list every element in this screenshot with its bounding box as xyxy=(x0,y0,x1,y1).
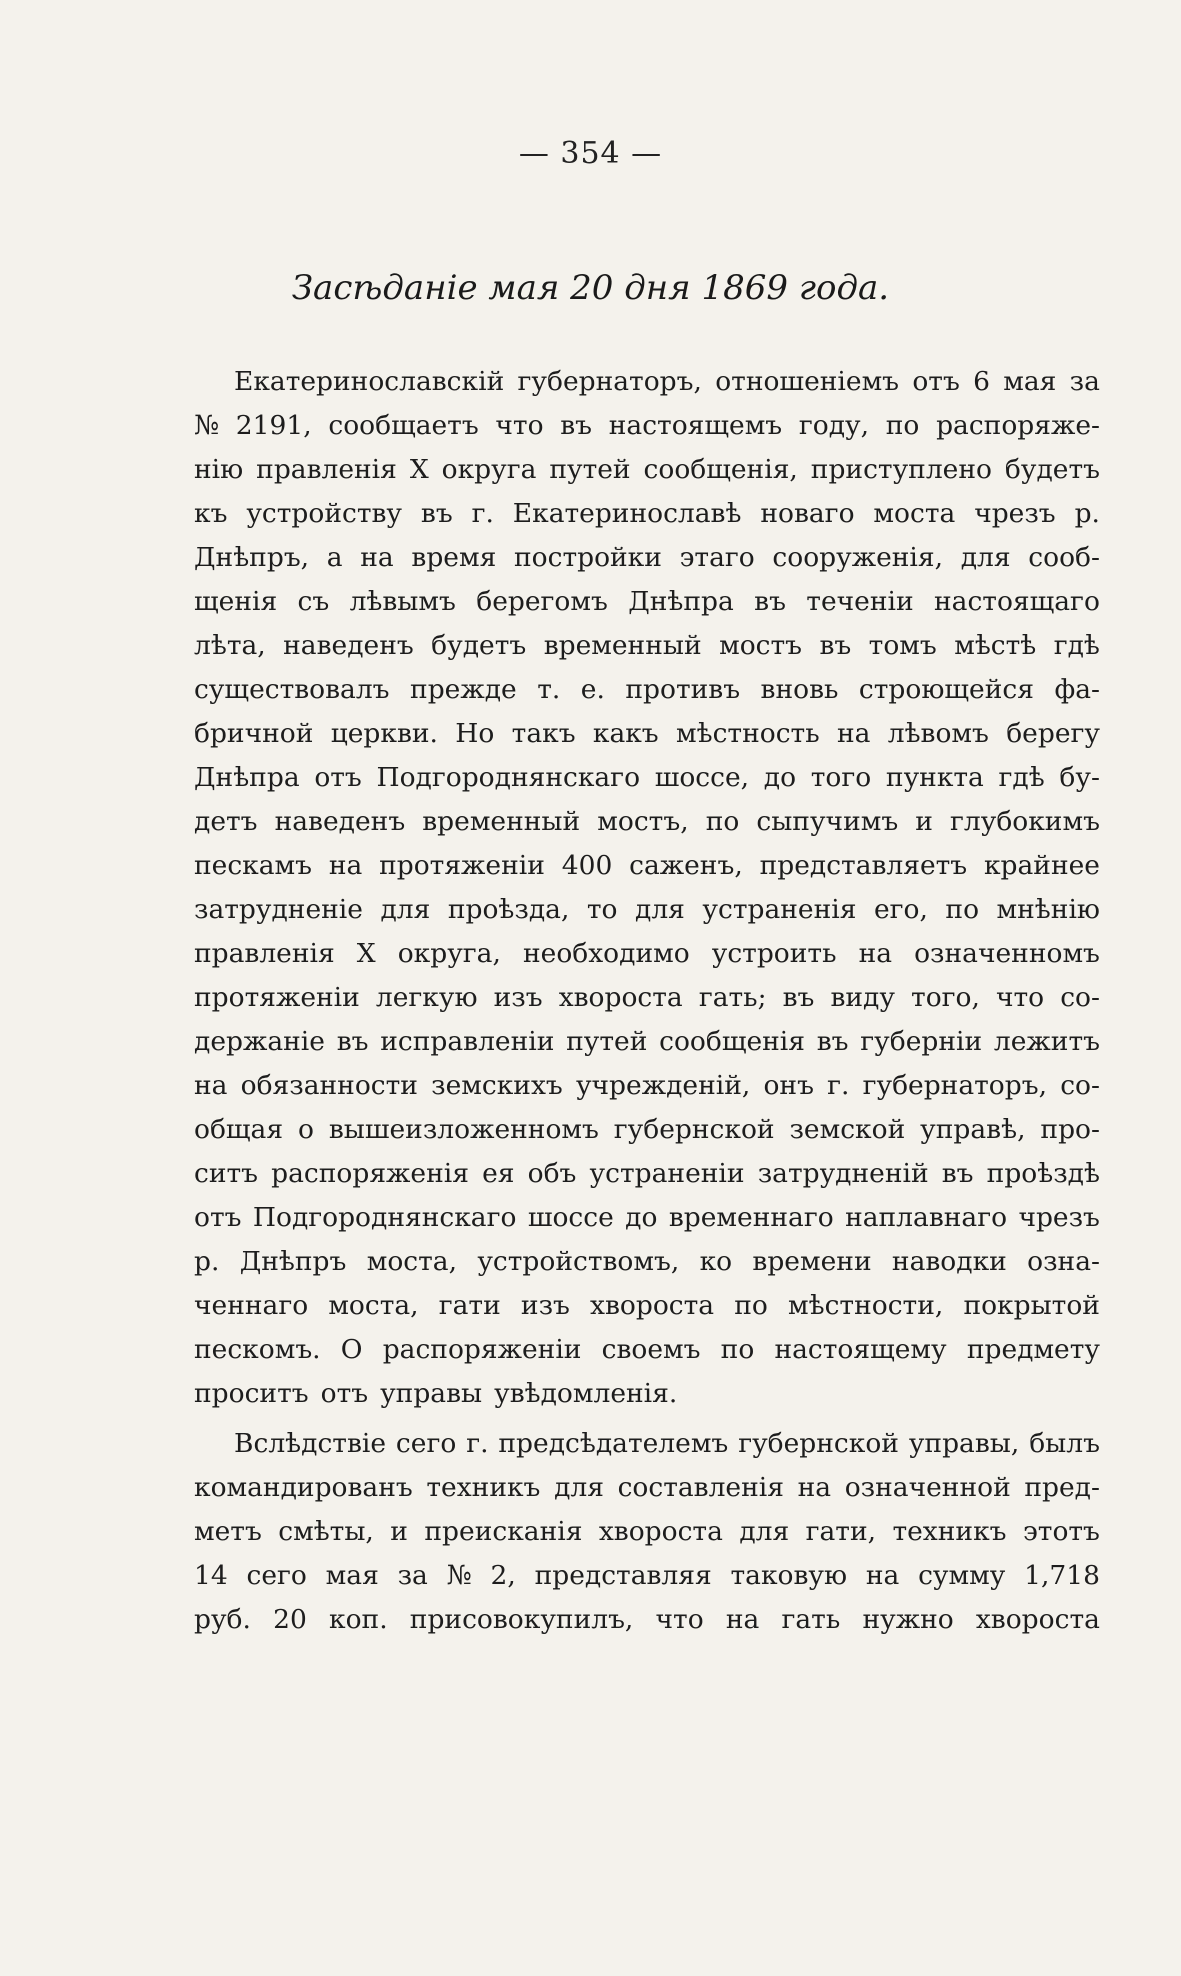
word: проѣздѣ xyxy=(986,1158,1100,1189)
text-line xyxy=(194,404,1100,448)
word: для xyxy=(739,1516,790,1547)
word: наплавнаго xyxy=(845,1202,1008,1233)
word: бу- xyxy=(1059,762,1100,793)
word: на xyxy=(797,1472,832,1503)
word: мѣстность xyxy=(675,718,820,749)
word: виду xyxy=(830,982,895,1013)
text-line xyxy=(194,932,1100,976)
word: хвороста xyxy=(975,1604,1100,1635)
word: къ xyxy=(194,498,228,529)
word: что xyxy=(996,982,1045,1013)
word: до xyxy=(763,762,797,793)
word: округа xyxy=(441,454,537,485)
word: управѣ, xyxy=(920,1114,1026,1145)
word: съ xyxy=(297,586,330,617)
word: учрежденій, xyxy=(575,1070,751,1101)
text-line xyxy=(194,1328,1100,1372)
text-line xyxy=(194,1554,1100,1598)
text-line xyxy=(194,492,1100,536)
word: до xyxy=(625,1202,658,1233)
word: хвороста xyxy=(558,982,683,1013)
word: е. xyxy=(580,674,605,705)
text-line xyxy=(194,844,1100,888)
word: представляетъ xyxy=(759,850,968,881)
word: мѣстности, xyxy=(787,1290,944,1321)
word: проситъ xyxy=(194,1378,309,1409)
word: лежитъ xyxy=(993,1026,1100,1057)
text-line xyxy=(194,1020,1100,1064)
word: мостъ xyxy=(719,630,803,661)
word: легкую xyxy=(375,982,478,1013)
word: противъ xyxy=(625,674,741,705)
word: строющейся xyxy=(858,674,1034,705)
word: Екатеринославскій xyxy=(234,366,505,397)
word: въ xyxy=(560,410,593,441)
word: постройки xyxy=(513,542,662,573)
word: проѣзда, xyxy=(447,894,570,925)
word: этаго xyxy=(679,542,755,573)
word: распоряже- xyxy=(936,410,1100,441)
word: и xyxy=(915,806,933,837)
word: составленія xyxy=(617,1472,784,1503)
word: техникъ xyxy=(892,1516,1007,1547)
word: преисканія xyxy=(424,1516,583,1547)
word: за xyxy=(397,1560,428,1591)
word: мѣстѣ xyxy=(954,630,1037,661)
word: и xyxy=(390,1516,408,1547)
word: фа- xyxy=(1054,674,1100,705)
word: своемъ xyxy=(601,1334,701,1365)
word: онъ xyxy=(763,1070,814,1101)
word: пункта xyxy=(885,762,984,793)
word: 1,718 xyxy=(1024,1560,1100,1591)
word: щенія xyxy=(194,586,278,617)
word: Екатеринославѣ xyxy=(512,498,742,529)
word: былъ xyxy=(1029,1428,1100,1459)
word: на xyxy=(194,1070,228,1101)
word: руб. xyxy=(194,1604,251,1635)
word: крайнее xyxy=(983,850,1100,881)
word: О xyxy=(340,1334,363,1365)
word: озна- xyxy=(1027,1246,1100,1277)
word: чрезъ xyxy=(974,498,1056,529)
word: ея xyxy=(482,1158,515,1189)
word: ко xyxy=(699,1246,733,1277)
section-heading: Засѣданіе мая 20 дня 1869 года. xyxy=(291,268,890,308)
word: сумму xyxy=(918,1560,1006,1591)
word: представляя xyxy=(534,1560,712,1591)
word: что xyxy=(495,410,544,441)
word: земской xyxy=(789,1114,906,1145)
text-line xyxy=(194,1196,1100,1240)
text-line xyxy=(194,800,1100,844)
word: церкви. xyxy=(330,718,438,749)
word: то xyxy=(586,894,618,925)
word: лѣвымъ xyxy=(349,586,456,617)
word: правленія xyxy=(256,454,397,485)
word: мнѣнію xyxy=(996,894,1100,925)
word: устроить xyxy=(711,938,837,969)
word: берегомъ xyxy=(476,586,608,617)
word: этотъ xyxy=(1022,1516,1100,1547)
word: въ xyxy=(941,1158,974,1189)
word: отъ xyxy=(912,366,960,397)
word: гдѣ xyxy=(998,762,1045,793)
word: хвороста xyxy=(590,1290,715,1321)
word: глубокимъ xyxy=(950,806,1100,837)
word: исправленіи xyxy=(380,1026,555,1057)
word: протяженіи xyxy=(379,850,545,881)
word: о xyxy=(297,1114,314,1145)
word: чрезъ xyxy=(1018,1202,1100,1233)
text-line xyxy=(194,712,1100,756)
word: детъ xyxy=(194,806,258,837)
word: что xyxy=(655,1604,704,1635)
word: изъ xyxy=(493,982,543,1013)
word: на xyxy=(865,1560,900,1591)
text-line xyxy=(194,756,1100,800)
word: гати xyxy=(438,1290,501,1321)
word: въ xyxy=(819,630,852,661)
word: управы xyxy=(380,1378,483,1409)
word: прежде xyxy=(410,674,517,705)
word: означенной xyxy=(844,1472,1011,1503)
text-line xyxy=(194,1284,1100,1328)
word: коп. xyxy=(329,1604,388,1635)
word: за xyxy=(1069,366,1100,397)
word: сооруженія, xyxy=(772,542,944,573)
word: сообщенія, xyxy=(643,454,798,485)
word: обязанности xyxy=(240,1070,418,1101)
text-line xyxy=(194,1466,1100,1510)
word: Но xyxy=(455,718,495,749)
text-line xyxy=(194,1422,1100,1466)
word: Подгороднянскаго xyxy=(376,762,641,793)
word: того xyxy=(810,762,872,793)
word: увѣдомленія. xyxy=(494,1378,678,1409)
word: мая xyxy=(325,1560,379,1591)
word: временный xyxy=(422,806,581,837)
word: держаніе xyxy=(194,1026,325,1057)
word: по xyxy=(945,894,980,925)
word: на xyxy=(360,542,394,573)
word: земскихъ xyxy=(431,1070,563,1101)
word: сего xyxy=(246,1560,307,1591)
text-line xyxy=(194,1372,1100,1416)
text-line xyxy=(194,1240,1100,1284)
word: времени xyxy=(752,1246,872,1277)
word: сего xyxy=(395,1428,457,1459)
word: протяженіи xyxy=(194,982,360,1013)
word: а xyxy=(326,542,343,573)
word: настоящему xyxy=(774,1334,947,1365)
word: гдѣ xyxy=(1053,630,1100,661)
word: нужно xyxy=(862,1604,954,1635)
word: командированъ xyxy=(194,1472,413,1503)
text-line xyxy=(194,1108,1100,1152)
word: существовалъ xyxy=(194,674,390,705)
word: губернаторъ, xyxy=(862,1070,1048,1101)
word: настоящаго xyxy=(933,586,1100,617)
text-line xyxy=(194,624,1100,668)
word: хвороста xyxy=(598,1516,723,1547)
word: теченіи xyxy=(806,586,914,617)
word: на xyxy=(836,718,871,749)
word: наводки xyxy=(891,1246,1007,1277)
word: временный xyxy=(543,630,702,661)
word: № xyxy=(446,1560,472,1591)
word: устройствомъ, xyxy=(477,1246,680,1277)
word: X xyxy=(409,454,429,485)
word: сыпучимъ xyxy=(756,806,899,837)
word: гати, xyxy=(805,1516,877,1547)
word: въ xyxy=(420,498,453,529)
word: р. xyxy=(194,1246,220,1277)
word: 6 xyxy=(973,366,990,397)
word: время xyxy=(411,542,497,573)
word: его, xyxy=(873,894,928,925)
word: для xyxy=(380,894,431,925)
word: г. xyxy=(471,498,494,529)
word: настоящемъ xyxy=(608,410,783,441)
word: г. xyxy=(827,1070,850,1101)
word: для xyxy=(960,542,1011,573)
word: шоссе, xyxy=(654,762,750,793)
word: губернской xyxy=(738,1428,899,1459)
word: затрудненіе xyxy=(194,894,363,925)
word: мая xyxy=(1003,366,1057,397)
word: означенномъ xyxy=(914,938,1100,969)
word: вновь xyxy=(760,674,839,705)
word: необходимо xyxy=(522,938,690,969)
text-line xyxy=(194,888,1100,932)
text-line xyxy=(194,448,1100,492)
word: новаго xyxy=(760,498,855,529)
word: Днѣпръ xyxy=(239,1246,347,1277)
word: губернской xyxy=(613,1114,775,1145)
word: 2, xyxy=(490,1560,516,1591)
word: техникъ xyxy=(426,1472,541,1503)
word: будетъ xyxy=(1004,454,1100,485)
word: въ xyxy=(782,982,815,1013)
body-text xyxy=(194,360,1100,1642)
word: предсѣдателемъ xyxy=(498,1428,729,1459)
text-line xyxy=(194,976,1100,1020)
text-line xyxy=(194,1064,1100,1108)
word: отъ xyxy=(320,1378,369,1409)
word: нію xyxy=(194,454,244,485)
word: распоряженія xyxy=(271,1158,469,1189)
word: для xyxy=(554,1472,604,1503)
word: мостъ, xyxy=(597,806,689,837)
word: сообщаетъ xyxy=(328,410,479,441)
word: устраненія xyxy=(702,894,857,925)
word: путей xyxy=(566,1026,648,1057)
word: будетъ xyxy=(431,630,527,661)
word: смѣты, xyxy=(278,1516,374,1547)
text-line xyxy=(194,360,1100,404)
word: со- xyxy=(1060,1070,1100,1101)
word: губернаторъ, xyxy=(517,366,702,397)
word: таковую xyxy=(730,1560,848,1591)
word: управы, xyxy=(908,1428,1020,1459)
word: № xyxy=(194,410,220,441)
text-line xyxy=(194,668,1100,712)
word: саженъ, xyxy=(629,850,743,881)
word: 400 xyxy=(561,850,613,881)
word: пред- xyxy=(1024,1472,1100,1503)
word: устройству xyxy=(246,498,403,529)
word: наведенъ xyxy=(274,806,406,837)
word: лѣта, xyxy=(194,630,266,661)
word: какъ xyxy=(592,718,659,749)
word: сооб- xyxy=(1028,542,1100,573)
word: моста xyxy=(873,498,956,529)
word: отъ xyxy=(194,1202,242,1233)
word: отношеніемъ xyxy=(715,366,900,397)
word: предмету xyxy=(966,1334,1100,1365)
word: отъ xyxy=(314,762,362,793)
word: по xyxy=(734,1290,768,1321)
word: наведенъ xyxy=(283,630,414,661)
text-line xyxy=(194,1152,1100,1196)
word: моста, xyxy=(366,1246,457,1277)
word: р. xyxy=(1074,498,1100,529)
word: со- xyxy=(1060,982,1100,1013)
word: лѣвомъ xyxy=(887,718,989,749)
word: на xyxy=(725,1604,760,1635)
word: 20 xyxy=(273,1604,307,1635)
word: 2191, xyxy=(235,410,312,441)
word: присовокупилъ, xyxy=(409,1604,634,1635)
word: въ xyxy=(336,1026,369,1057)
word: изъ xyxy=(520,1290,570,1321)
word: правленія xyxy=(194,938,335,969)
word: ченнаго xyxy=(194,1290,309,1321)
word: по xyxy=(885,410,920,441)
word: про- xyxy=(1040,1114,1100,1145)
word: Подгороднянскаго xyxy=(252,1202,517,1233)
word: г. xyxy=(466,1428,489,1459)
word: въ xyxy=(754,586,786,617)
text-line xyxy=(194,536,1100,580)
word: моста, xyxy=(328,1290,419,1321)
word: объ xyxy=(527,1158,577,1189)
word: по xyxy=(720,1334,755,1365)
page-number: — 354 — xyxy=(518,136,663,171)
word: на xyxy=(328,850,363,881)
word: томъ xyxy=(868,630,937,661)
word: гать xyxy=(781,1604,841,1635)
word: году, xyxy=(798,410,870,441)
word: общая xyxy=(194,1114,284,1145)
word: временнаго xyxy=(668,1202,834,1233)
word: Днѣпра xyxy=(194,762,300,793)
word: метъ xyxy=(194,1516,262,1547)
word: 14 xyxy=(194,1560,228,1591)
word: берегу xyxy=(1006,718,1100,749)
word: въ xyxy=(816,1026,849,1057)
word: по xyxy=(705,806,740,837)
word: т. xyxy=(537,674,561,705)
word: губерніи xyxy=(860,1026,983,1057)
word: для xyxy=(635,894,685,925)
word: X xyxy=(356,938,376,969)
word: путей xyxy=(549,454,631,485)
word: распоряженіи xyxy=(382,1334,582,1365)
text-line xyxy=(194,1598,1100,1642)
word: устраненіи xyxy=(589,1158,745,1189)
word: Днѣпръ, xyxy=(194,542,310,573)
word: того, xyxy=(911,982,980,1013)
word: пескомъ. xyxy=(194,1334,321,1365)
word: бричной xyxy=(194,718,314,749)
word: покрытой xyxy=(963,1290,1100,1321)
word: ситъ xyxy=(194,1158,259,1189)
word: пескамъ xyxy=(194,850,313,881)
word: затрудненій xyxy=(757,1158,929,1189)
word: гать; xyxy=(698,982,767,1013)
word: вышеизложенномъ xyxy=(328,1114,599,1145)
word: на xyxy=(858,938,893,969)
text-line xyxy=(194,580,1100,624)
word: Вслѣдствіе xyxy=(234,1428,387,1459)
word: Днѣпра xyxy=(628,586,734,617)
word: такъ xyxy=(511,718,576,749)
word: округа, xyxy=(397,938,501,969)
word: сообщенія xyxy=(659,1026,806,1057)
text-line xyxy=(194,1510,1100,1554)
word: шоссе xyxy=(527,1202,614,1233)
word: приступлено xyxy=(810,454,992,485)
